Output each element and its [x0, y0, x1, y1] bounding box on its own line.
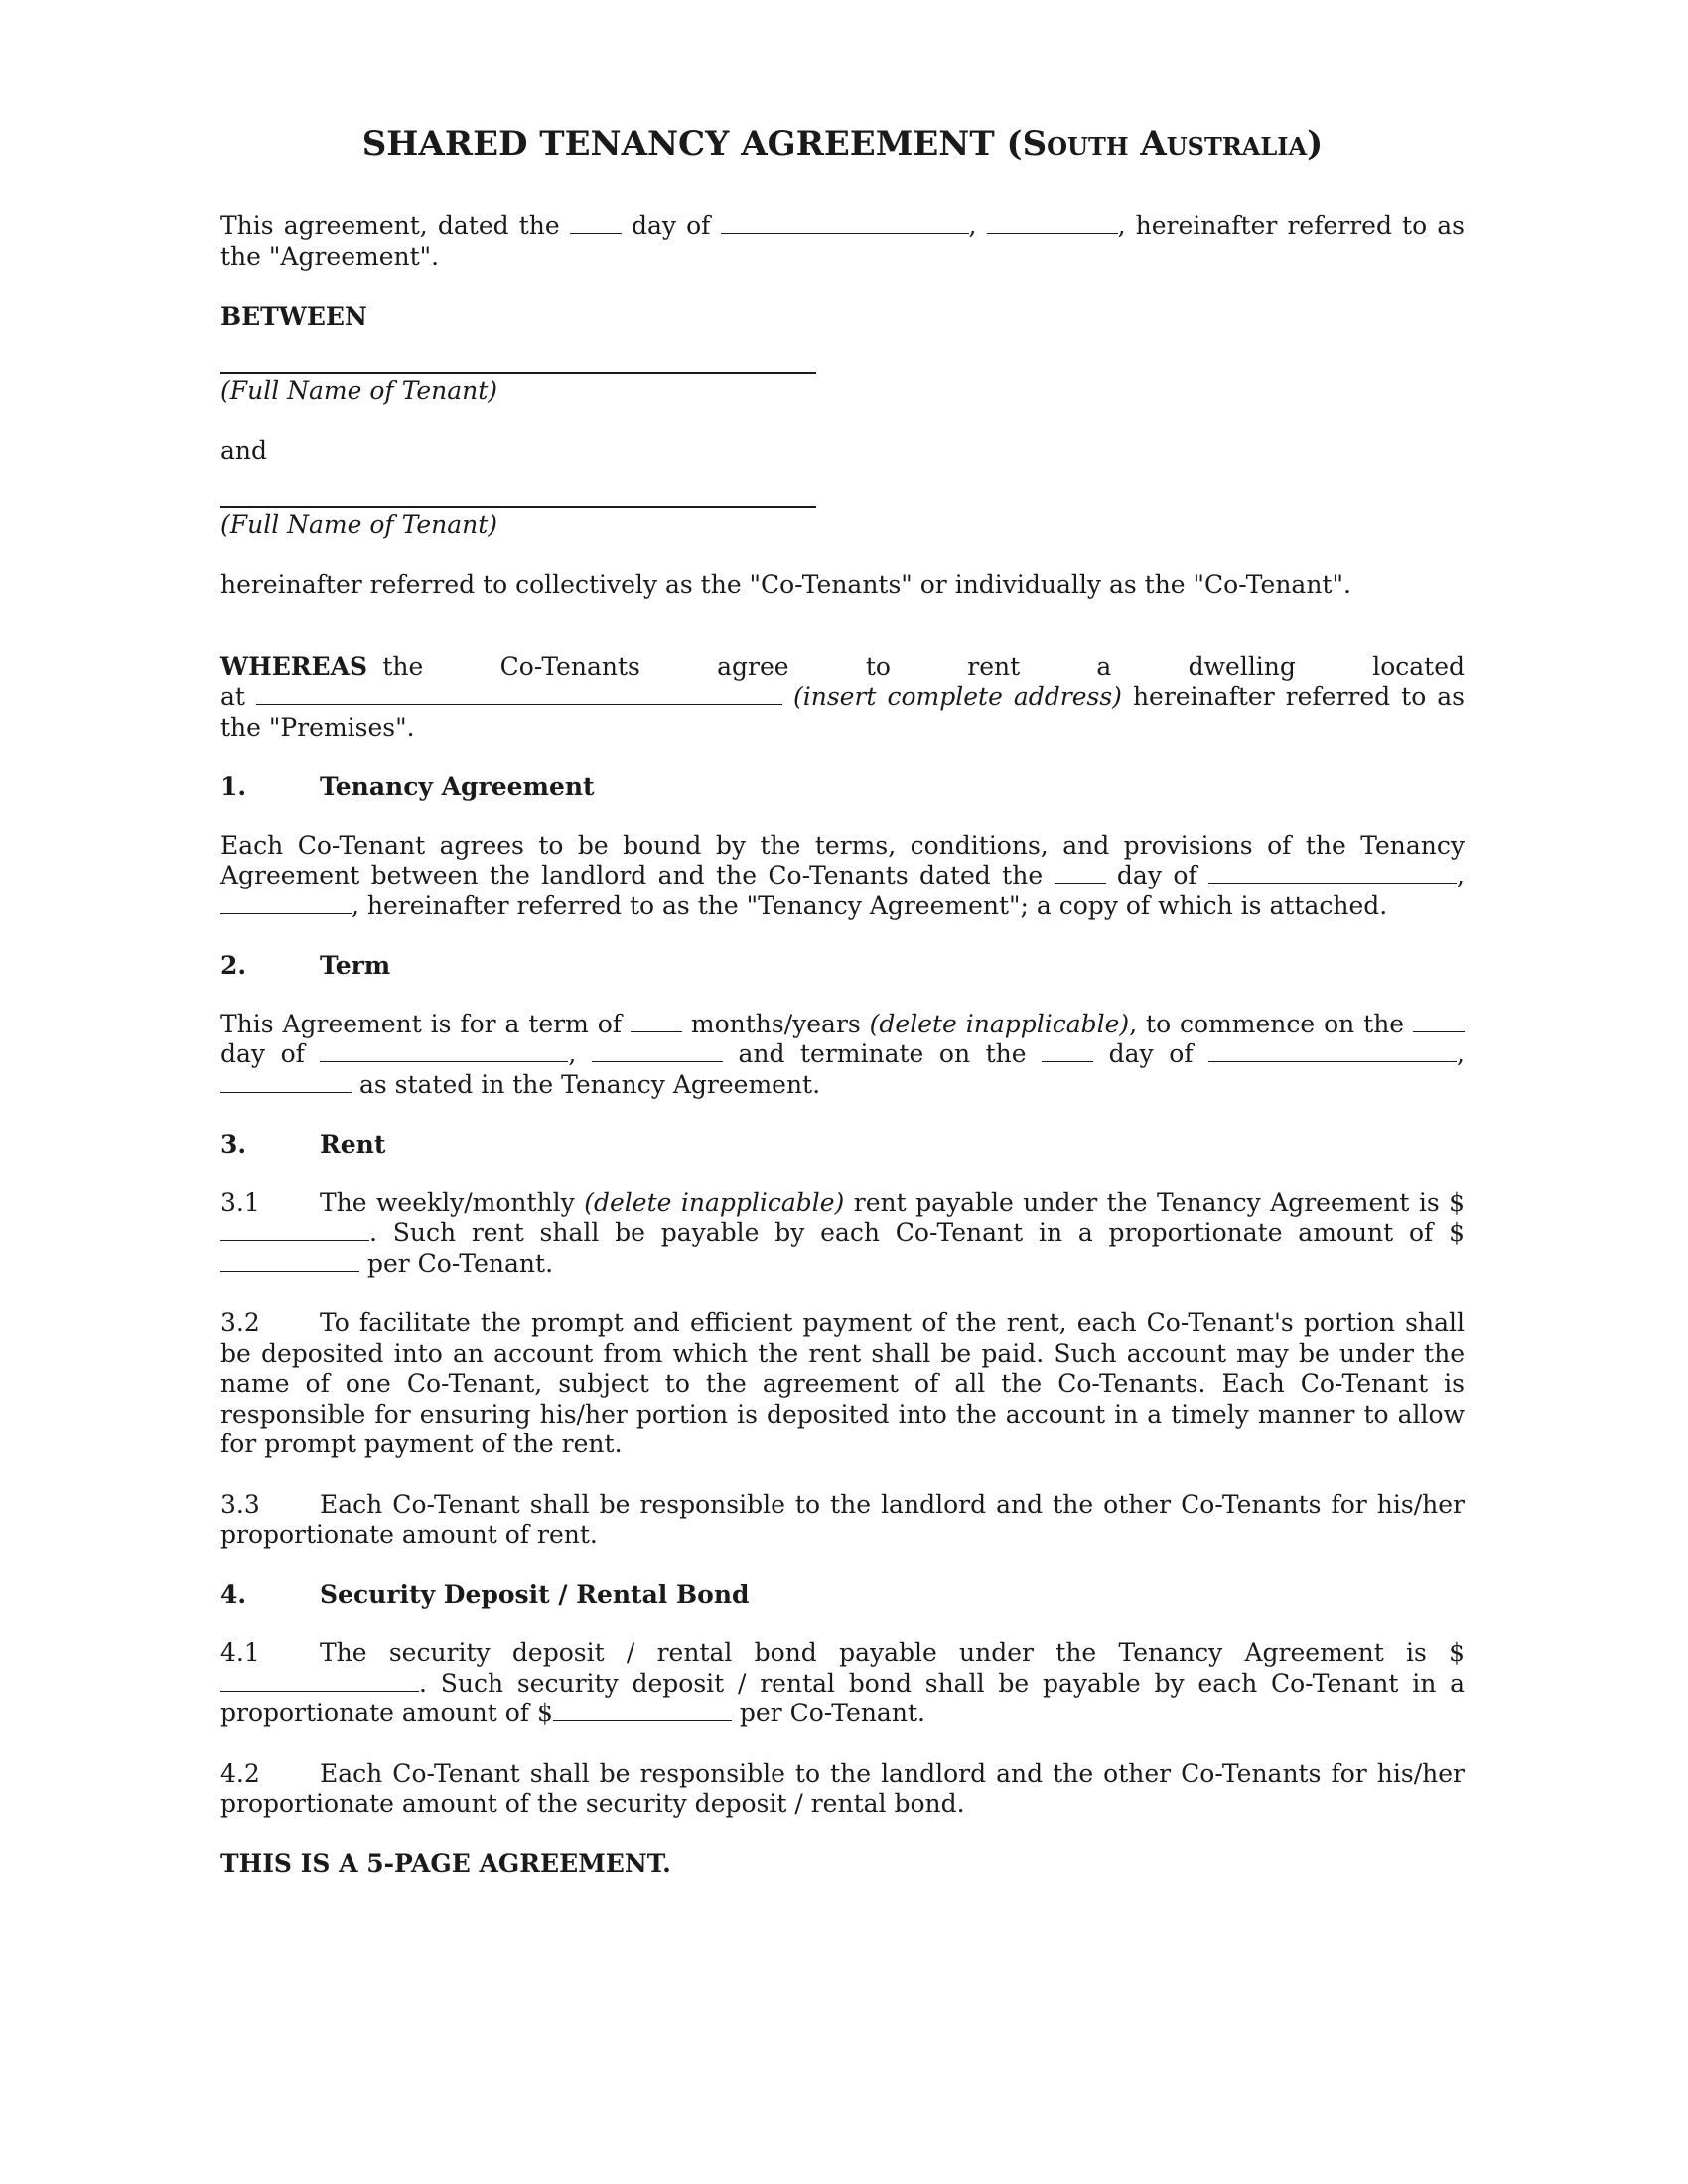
section-1-number: 1.	[220, 772, 247, 801]
clause-3-1	[220, 1188, 1465, 1280]
c31-text-d: . Such rent shall be payable by each Co-Tenant in a proportionate amount of $	[369, 1218, 1465, 1247]
s1-text-b: day of	[1116, 861, 1197, 889]
clause-4-1	[220, 1638, 1465, 1729]
s2-end-year-blank[interactable]	[220, 1070, 352, 1093]
year-blank[interactable]	[987, 211, 1118, 234]
s2-comma-1: ,	[568, 1039, 577, 1068]
s2-text-h: day of	[1108, 1039, 1194, 1068]
whereas-label: WHEREAS	[220, 651, 368, 681]
section-4-heading	[220, 1580, 1465, 1611]
s2-start-day-blank[interactable]	[1413, 1010, 1465, 1032]
c31-text-e: per Co-Tenant.	[366, 1248, 554, 1278]
clause-4-1-number: 4.1	[220, 1638, 260, 1667]
title-main: SHARED TENANCY AGREEMENT	[361, 124, 995, 164]
tenant-2-caption: (Full Name of Tenant)	[220, 509, 498, 539]
clause-3-2	[220, 1308, 1465, 1460]
c41-text-a: The security deposit / rental bond payable under the Tenancy Agreement is $	[320, 1638, 1465, 1667]
cotenants-definition: hereinafter referred to collectively as the "Co-Tenants" or individually as the "Co-Tenant".	[220, 570, 1351, 599]
s2-start-month-blank[interactable]	[320, 1039, 568, 1062]
s2-text-g: and terminate on the	[738, 1039, 1027, 1068]
section-3-number: 3.	[220, 1130, 247, 1159]
c42-text: Each Co-Tenant shall be responsible to the landlord and the other Co-Tenants for his/her proportionate amount of the security deposit / rental bond.	[220, 1758, 1465, 1818]
section-2-number: 2.	[220, 951, 247, 980]
day-blank[interactable]	[570, 211, 622, 234]
clause-3-3-number: 3.3	[220, 1489, 260, 1519]
tenant-1-caption: (Full Name of Tenant)	[220, 375, 498, 405]
bond-share-blank[interactable]	[553, 1699, 732, 1721]
intro-hereinafter-text: , hereinafter referred to as the "Agreement".	[220, 211, 1466, 271]
s2-delete-hint: (delete inapplicable)	[869, 1009, 1130, 1038]
s1-year-blank[interactable]	[220, 891, 352, 914]
clause-3-1-number: 3.1	[220, 1187, 260, 1217]
section-1-title: Tenancy Agreement	[320, 772, 595, 801]
section-3-heading	[220, 1130, 1465, 1160]
s2-text-e: day of	[220, 1039, 305, 1068]
c31-delete-hint: (delete inapplicable)	[584, 1187, 845, 1217]
intro-dated-text: This agreement, dated the	[220, 211, 560, 240]
bond-amount-blank[interactable]	[220, 1669, 419, 1692]
address-blank[interactable]	[256, 682, 782, 705]
s2-text-a: This Agreement is for a term of	[220, 1009, 623, 1038]
and-label: and	[220, 436, 268, 465]
s2-term-blank[interactable]	[631, 1010, 682, 1032]
s1-comma: ,	[1457, 861, 1465, 889]
s2-end-month-blank[interactable]	[1208, 1039, 1457, 1062]
s2-text-b: months/years	[690, 1009, 861, 1038]
intro-paragraph	[220, 211, 1465, 272]
c31-text-a: The weekly/monthly	[320, 1187, 575, 1217]
clause-4-2	[220, 1759, 1465, 1820]
section-4-number: 4.	[220, 1579, 247, 1609]
title-jurisdiction: (South Australia)	[1006, 124, 1324, 164]
between-label: BETWEEN	[220, 302, 367, 331]
whereas-text-after: hereinafter referred to as the "Premises".	[220, 682, 1465, 742]
month-blank[interactable]	[721, 211, 969, 234]
tenant-1-name-line[interactable]	[220, 372, 816, 374]
intro-day-of-text: day of	[631, 211, 711, 240]
section-4-title: Security Deposit / Rental Bond	[320, 1579, 750, 1609]
section-1-paragraph	[220, 831, 1465, 922]
document-page	[220, 124, 1465, 1879]
rent-amount-blank[interactable]	[220, 1218, 369, 1241]
c41-text-c: per Co-Tenant.	[739, 1699, 925, 1727]
s2-end-day-blank[interactable]	[1042, 1039, 1093, 1062]
document-title	[220, 124, 1465, 164]
clause-3-2-number: 3.2	[220, 1308, 260, 1337]
c33-text: Each Co-Tenant shall be responsible to the landlord and the other Co-Tenants for his/her proportionate amount of rent.	[220, 1489, 1465, 1549]
s2-text-d: , to commence on the	[1129, 1009, 1405, 1038]
section-2-heading	[220, 951, 1465, 982]
c32-text: To facilitate the prompt and efficient payment of the rent, each Co-Tenant's portion shall be deposited into an account from which the rent shall be paid. Such account may be under the name of one Co-Tenant, subject to the agreement of all the Co-Tenants. Each Co-Tenant is responsible for ensuring his/her portion is deposited into the account in a timely manner to allow for prompt payment of the rent.	[220, 1308, 1465, 1458]
rent-share-blank[interactable]	[220, 1249, 359, 1272]
section-2-paragraph	[220, 1010, 1465, 1101]
s2-text-j: as stated in the Tenancy Agreement.	[358, 1069, 821, 1099]
page-count-note: THIS IS A 5-PAGE AGREEMENT.	[220, 1848, 671, 1878]
address-hint: (insert complete address)	[792, 682, 1122, 711]
tenant-2-name-line[interactable]	[220, 506, 816, 508]
clause-4-2-number: 4.2	[220, 1758, 260, 1788]
whereas-paragraph	[220, 652, 1465, 744]
section-3-title: Rent	[320, 1130, 386, 1159]
section-1-heading	[220, 772, 1465, 803]
intro-comma: ,	[968, 211, 977, 240]
c41-text-b: . Such security deposit / rental bond shall be payable by each Co-Tenant in a proportionate amount of $	[220, 1668, 1465, 1727]
s2-start-year-blank[interactable]	[592, 1039, 723, 1062]
s2-comma-2: ,	[1457, 1039, 1465, 1068]
c31-text-c: rent payable under the Tenancy Agreement is $	[853, 1187, 1466, 1217]
s1-text-d: , hereinafter referred to as the "Tenancy Agreement"; a copy of which is attached.	[352, 890, 1388, 920]
s1-month-blank[interactable]	[1208, 861, 1457, 884]
whereas-text: the Co-Tenants agree to rent a dwelling located at	[220, 651, 1465, 711]
section-2-title: Term	[320, 951, 391, 980]
clause-3-3	[220, 1490, 1465, 1551]
s1-day-blank[interactable]	[1055, 861, 1106, 884]
s1-text-a: Each Co-Tenant agrees to be bound by the terms, conditions, and provisions of the Tenancy Agreement between the landlord and the Co-Tenants dated the	[220, 830, 1465, 889]
